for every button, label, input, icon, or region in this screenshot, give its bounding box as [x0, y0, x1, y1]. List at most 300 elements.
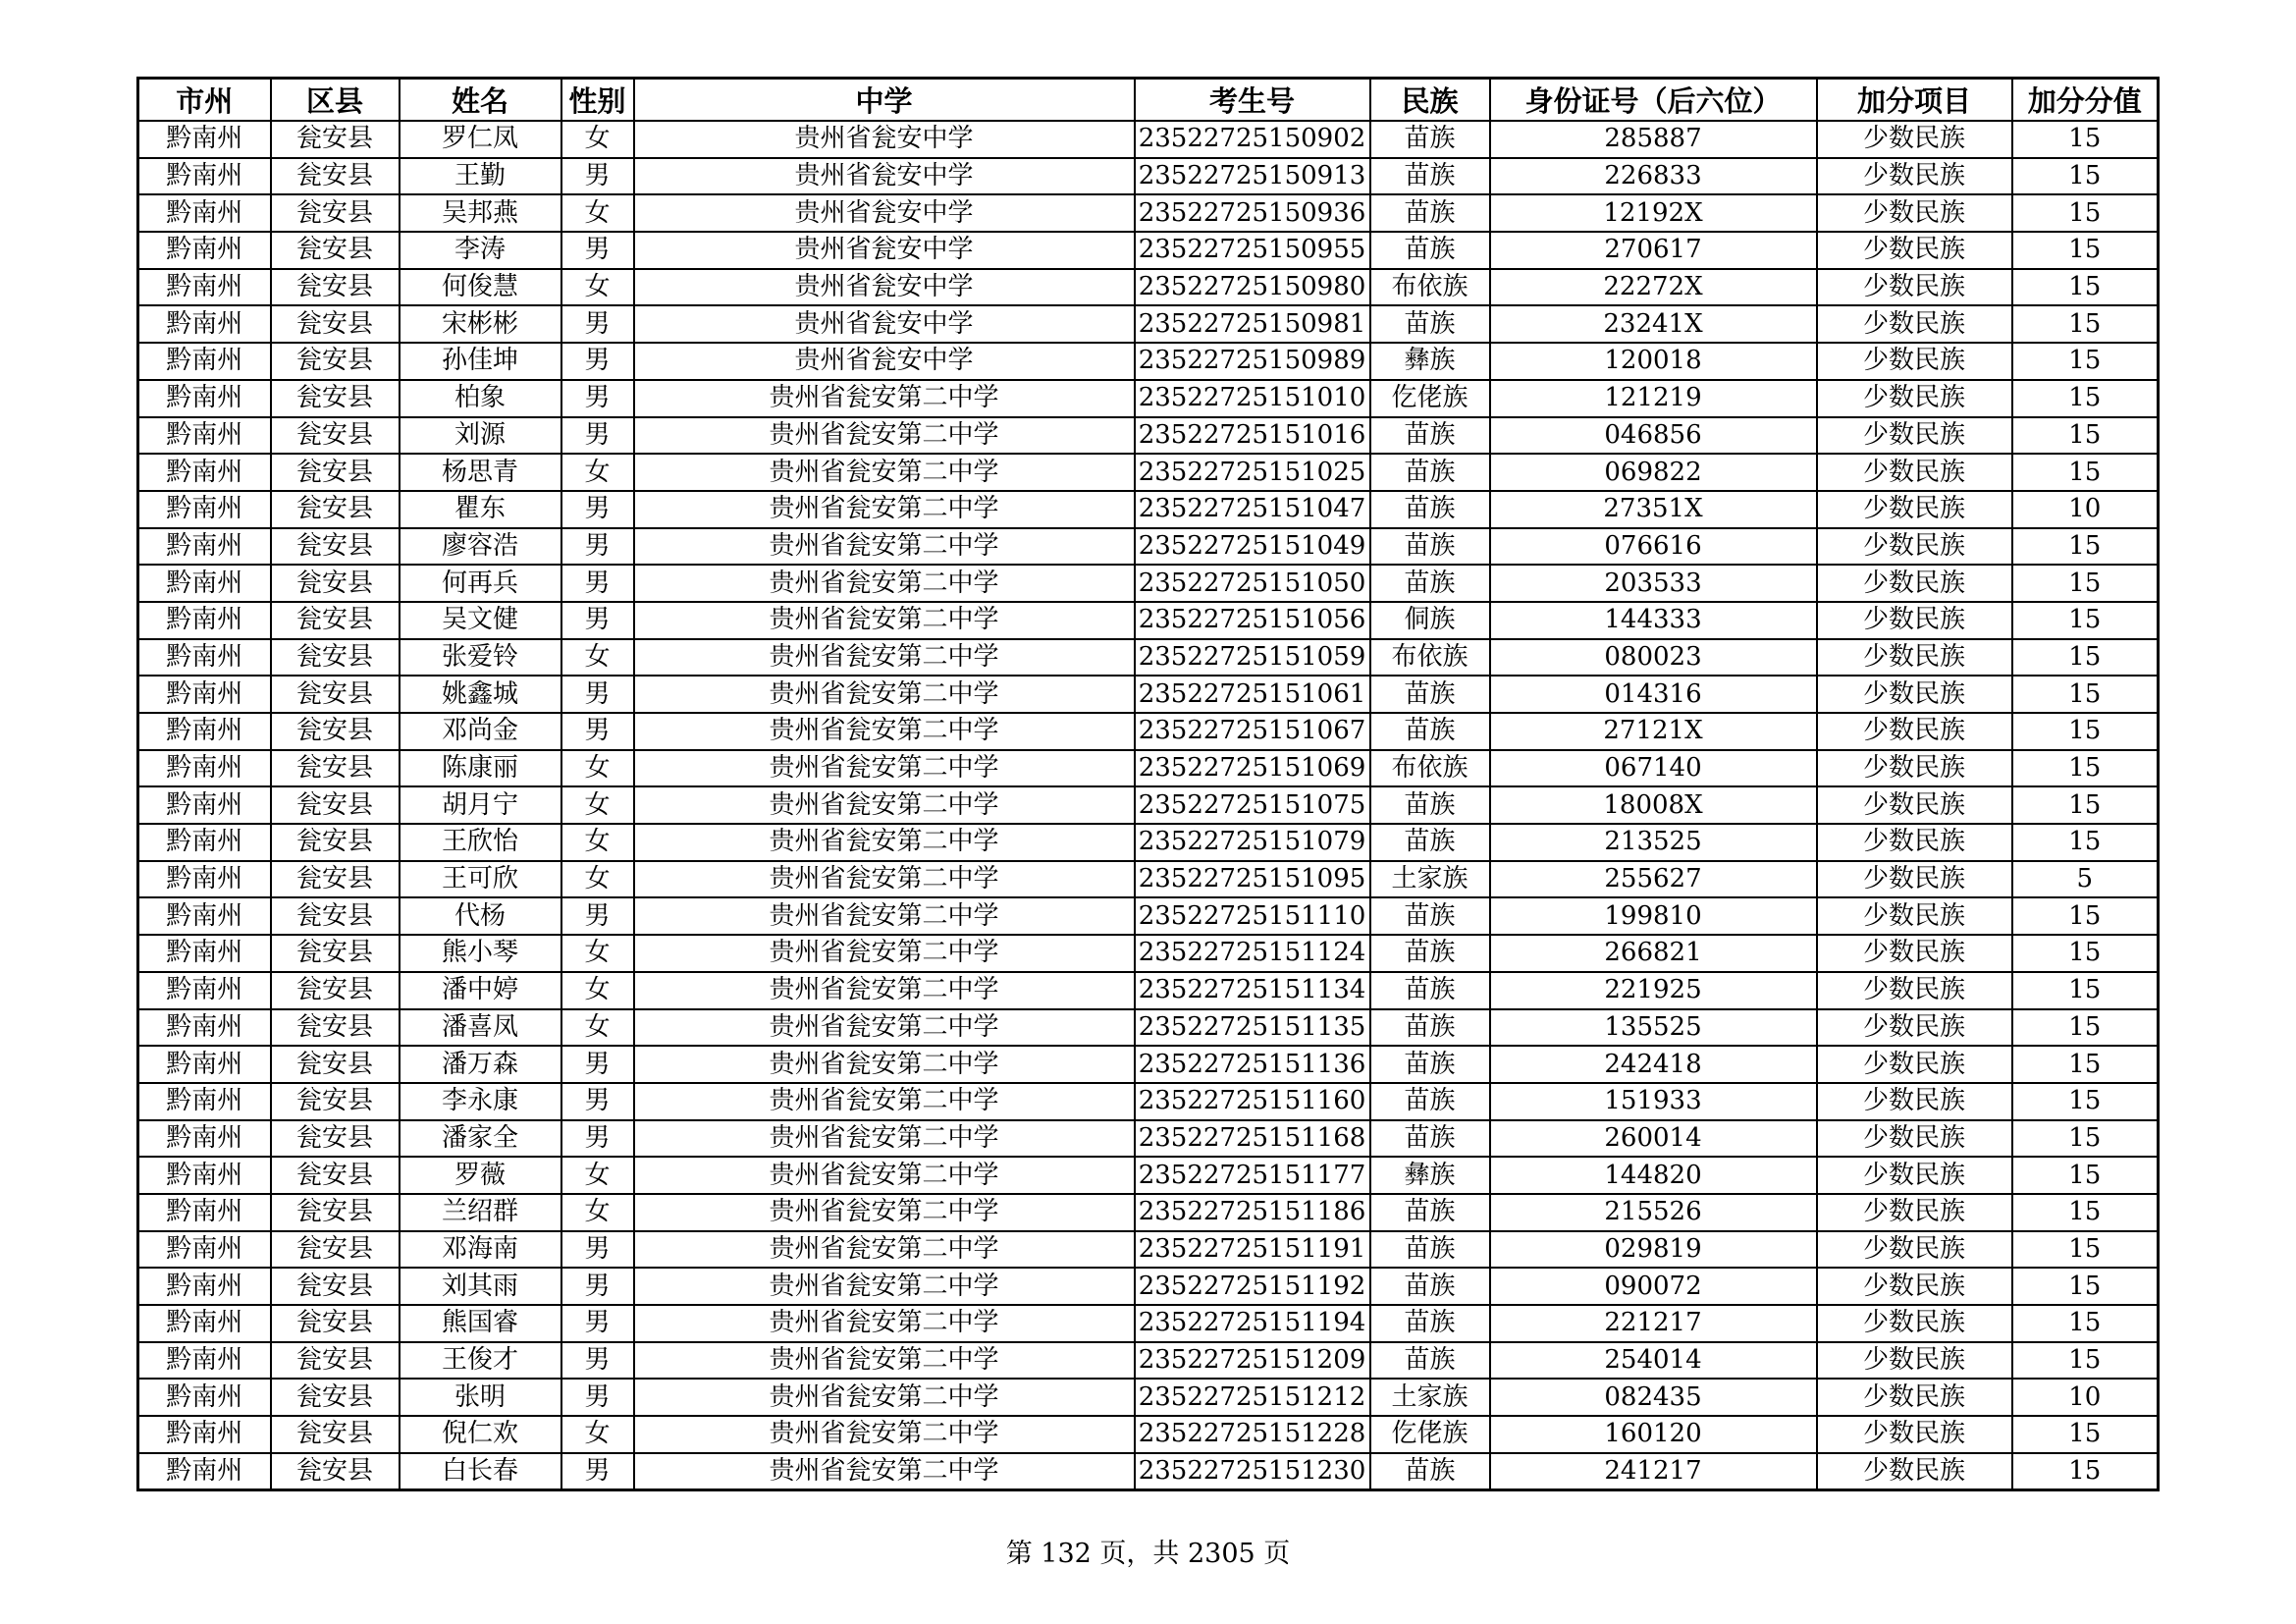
exam-number-cell: 23522725151135	[1135, 1009, 1370, 1047]
id-last-six-cell: 121219	[1490, 380, 1817, 417]
county-cell: 瓮安县	[271, 824, 400, 861]
ethnicity-cell: 苗族	[1370, 676, 1490, 713]
county-cell: 瓮安县	[271, 158, 400, 195]
ethnicity-cell: 苗族	[1370, 713, 1490, 750]
exam-number-cell: 23522725151192	[1135, 1268, 1370, 1305]
id-last-six-cell: 029819	[1490, 1231, 1817, 1269]
exam-number-cell: 23522725151160	[1135, 1083, 1370, 1120]
bonus-item-cell: 少数民族	[1817, 1194, 2012, 1231]
id-last-six-cell: 270617	[1490, 232, 1817, 269]
id-last-six-cell: 203533	[1490, 565, 1817, 602]
county-cell: 瓮安县	[271, 1231, 400, 1269]
exam-number-cell: 23522725151095	[1135, 861, 1370, 898]
city-cell: 黔南州	[138, 158, 271, 195]
city-cell: 黔南州	[138, 1120, 271, 1158]
table-row	[138, 528, 2159, 566]
bonus-item-cell: 少数民族	[1817, 935, 2012, 972]
gender-cell: 男	[561, 1453, 634, 1490]
name-cell: 柏象	[400, 380, 561, 417]
gender-cell: 女	[561, 824, 634, 861]
exam-number-cell: 23522725150981	[1135, 305, 1370, 343]
ethnicity-cell: 苗族	[1370, 935, 1490, 972]
bonus-item-cell: 少数民族	[1817, 1342, 2012, 1380]
name-cell: 何再兵	[400, 565, 561, 602]
county-cell: 瓮安县	[271, 1453, 400, 1490]
page-number-footer: 第 132 页，共 2305 页	[1005, 1539, 1291, 1569]
ethnicity-cell: 苗族	[1370, 1083, 1490, 1120]
school-cell: 贵州省瓮安第二中学	[634, 1083, 1135, 1120]
id-last-six-cell: 069822	[1490, 454, 1817, 491]
name-cell: 潘喜凤	[400, 1009, 561, 1047]
table-row	[138, 1305, 2159, 1342]
school-cell: 贵州省瓮安第二中学	[634, 639, 1135, 677]
gender-cell: 男	[561, 713, 634, 750]
ethnicity-cell: 苗族	[1370, 1046, 1490, 1083]
bonus-item-cell: 少数民族	[1817, 676, 2012, 713]
id-last-six-cell: 285887	[1490, 121, 1817, 158]
gender-cell: 男	[561, 1231, 634, 1269]
school-cell: 贵州省瓮安第二中学	[634, 602, 1135, 639]
name-cell: 熊国睿	[400, 1305, 561, 1342]
city-cell: 黔南州	[138, 491, 271, 528]
city-cell: 黔南州	[138, 305, 271, 343]
bonus-points-cell: 10	[2012, 1379, 2159, 1416]
gender-cell: 女	[561, 750, 634, 787]
bonus-points-table	[136, 77, 2160, 1491]
name-cell: 孙佳坤	[400, 343, 561, 380]
name-cell: 潘中婷	[400, 972, 561, 1009]
county-cell: 瓮安县	[271, 1305, 400, 1342]
bonus-points-cell: 15	[2012, 1416, 2159, 1453]
bonus-item-cell: 少数民族	[1817, 972, 2012, 1009]
table-header-row	[138, 79, 2159, 122]
county-cell: 瓮安县	[271, 1268, 400, 1305]
table-row	[138, 1416, 2159, 1453]
id-last-six-cell: 046856	[1490, 417, 1817, 455]
gender-cell: 男	[561, 1268, 634, 1305]
city-cell: 黔南州	[138, 897, 271, 935]
id-last-six-cell: 144820	[1490, 1157, 1817, 1194]
ethnicity-cell: 仡佬族	[1370, 380, 1490, 417]
ethnicity-cell: 苗族	[1370, 454, 1490, 491]
ethnicity-cell: 苗族	[1370, 194, 1490, 232]
id-last-six-cell: 014316	[1490, 676, 1817, 713]
bonus-points-cell: 15	[2012, 897, 2159, 935]
county-cell: 瓮安县	[271, 269, 400, 306]
city-cell: 黔南州	[138, 602, 271, 639]
county-cell: 瓮安县	[271, 305, 400, 343]
bonus-item-cell: 少数民族	[1817, 897, 2012, 935]
table-body	[138, 121, 2159, 1490]
gender-cell: 女	[561, 639, 634, 677]
city-cell: 黔南州	[138, 1268, 271, 1305]
ethnicity-cell: 苗族	[1370, 158, 1490, 195]
id-last-six-cell: 254014	[1490, 1342, 1817, 1380]
id-last-six-cell: 215526	[1490, 1194, 1817, 1231]
city-cell: 黔南州	[138, 972, 271, 1009]
name-cell: 刘源	[400, 417, 561, 455]
school-cell: 贵州省瓮安第二中学	[634, 786, 1135, 824]
gender-cell: 男	[561, 1342, 634, 1380]
table-row	[138, 639, 2159, 677]
city-cell: 黔南州	[138, 380, 271, 417]
exam-number-cell: 23522725151230	[1135, 1453, 1370, 1490]
bonus-points-cell: 15	[2012, 1083, 2159, 1120]
school-cell: 贵州省瓮安第二中学	[634, 861, 1135, 898]
exam-number-cell: 23522725151059	[1135, 639, 1370, 677]
id-last-six-cell: 226833	[1490, 158, 1817, 195]
county-cell: 瓮安县	[271, 676, 400, 713]
name-cell: 罗薇	[400, 1157, 561, 1194]
exam-number-cell: 23522725150989	[1135, 343, 1370, 380]
school-cell: 贵州省瓮安第二中学	[634, 1342, 1135, 1380]
ethnicity-cell: 苗族	[1370, 786, 1490, 824]
ethnicity-cell: 苗族	[1370, 491, 1490, 528]
table-row	[138, 1231, 2159, 1269]
id-last-six-cell: 082435	[1490, 1379, 1817, 1416]
city-cell: 黔南州	[138, 232, 271, 269]
table-row	[138, 121, 2159, 158]
ethnicity-cell: 土家族	[1370, 1379, 1490, 1416]
table-row	[138, 713, 2159, 750]
name-cell: 宋彬彬	[400, 305, 561, 343]
county-cell: 瓮安县	[271, 602, 400, 639]
school-cell: 贵州省瓮安第二中学	[634, 1157, 1135, 1194]
gender-cell: 女	[561, 269, 634, 306]
school-cell: 贵州省瓮安第二中学	[634, 1194, 1135, 1231]
city-cell: 黔南州	[138, 121, 271, 158]
bonus-points-cell: 15	[2012, 1046, 2159, 1083]
city-cell: 黔南州	[138, 639, 271, 677]
exam-number-cell: 23522725151050	[1135, 565, 1370, 602]
gender-cell: 男	[561, 565, 634, 602]
table-row	[138, 491, 2159, 528]
header-id-last-six: 身份证号（后六位）	[1490, 79, 1817, 122]
city-cell: 黔南州	[138, 824, 271, 861]
exam-number-cell: 23522725150913	[1135, 158, 1370, 195]
table-row	[138, 1194, 2159, 1231]
name-cell: 王勤	[400, 158, 561, 195]
exam-number-cell: 23522725151075	[1135, 786, 1370, 824]
bonus-item-cell: 少数民族	[1817, 305, 2012, 343]
city-cell: 黔南州	[138, 1231, 271, 1269]
id-last-six-cell: 120018	[1490, 343, 1817, 380]
name-cell: 邓尚金	[400, 713, 561, 750]
gender-cell: 女	[561, 1194, 634, 1231]
ethnicity-cell: 彝族	[1370, 1157, 1490, 1194]
gender-cell: 男	[561, 1046, 634, 1083]
table-row	[138, 417, 2159, 455]
bonus-item-cell: 少数民族	[1817, 639, 2012, 677]
gender-cell: 女	[561, 194, 634, 232]
school-cell: 贵州省瓮安第二中学	[634, 1379, 1135, 1416]
gender-cell: 男	[561, 305, 634, 343]
table-row	[138, 565, 2159, 602]
id-last-six-cell: 090072	[1490, 1268, 1817, 1305]
bonus-points-cell: 5	[2012, 861, 2159, 898]
gender-cell: 女	[561, 1416, 634, 1453]
bonus-item-cell: 少数民族	[1817, 1046, 2012, 1083]
id-last-six-cell: 144333	[1490, 602, 1817, 639]
bonus-points-cell: 15	[2012, 305, 2159, 343]
bonus-points-cell: 15	[2012, 1342, 2159, 1380]
school-cell: 贵州省瓮安第二中学	[634, 972, 1135, 1009]
school-cell: 贵州省瓮安第二中学	[634, 1453, 1135, 1490]
county-cell: 瓮安县	[271, 528, 400, 566]
name-cell: 倪仁欢	[400, 1416, 561, 1453]
table-row	[138, 1120, 2159, 1158]
bonus-points-cell: 15	[2012, 1009, 2159, 1047]
name-cell: 刘其雨	[400, 1268, 561, 1305]
school-cell: 贵州省瓮安第二中学	[634, 454, 1135, 491]
bonus-points-cell: 10	[2012, 491, 2159, 528]
county-cell: 瓮安县	[271, 1083, 400, 1120]
school-cell: 贵州省瓮安中学	[634, 269, 1135, 306]
table-row	[138, 232, 2159, 269]
gender-cell: 女	[561, 121, 634, 158]
name-cell: 邓海南	[400, 1231, 561, 1269]
gender-cell: 女	[561, 935, 634, 972]
county-cell: 瓮安县	[271, 786, 400, 824]
name-cell: 王俊才	[400, 1342, 561, 1380]
table-row	[138, 269, 2159, 306]
ethnicity-cell: 土家族	[1370, 861, 1490, 898]
bonus-item-cell: 少数民族	[1817, 1157, 2012, 1194]
bonus-item-cell: 少数民族	[1817, 1305, 2012, 1342]
bonus-points-cell: 15	[2012, 713, 2159, 750]
exam-number-cell: 23522725150936	[1135, 194, 1370, 232]
exam-number-cell: 23522725150980	[1135, 269, 1370, 306]
school-cell: 贵州省瓮安中学	[634, 232, 1135, 269]
name-cell: 潘万森	[400, 1046, 561, 1083]
bonus-item-cell: 少数民族	[1817, 1416, 2012, 1453]
bonus-points-cell: 15	[2012, 1194, 2159, 1231]
ethnicity-cell: 苗族	[1370, 897, 1490, 935]
bonus-points-cell: 15	[2012, 1453, 2159, 1490]
id-last-six-cell: 135525	[1490, 1009, 1817, 1047]
exam-number-cell: 23522725151025	[1135, 454, 1370, 491]
bonus-item-cell: 少数民族	[1817, 343, 2012, 380]
school-cell: 贵州省瓮安第二中学	[634, 1120, 1135, 1158]
header-gender: 性别	[561, 79, 634, 122]
bonus-points-cell: 15	[2012, 676, 2159, 713]
table-row	[138, 676, 2159, 713]
city-cell: 黔南州	[138, 1453, 271, 1490]
table-row	[138, 1046, 2159, 1083]
bonus-item-cell: 少数民族	[1817, 861, 2012, 898]
city-cell: 黔南州	[138, 713, 271, 750]
county-cell: 瓮安县	[271, 121, 400, 158]
name-cell: 王欣怡	[400, 824, 561, 861]
table-row	[138, 1342, 2159, 1380]
ethnicity-cell: 苗族	[1370, 121, 1490, 158]
city-cell: 黔南州	[138, 1194, 271, 1231]
exam-number-cell: 23522725151069	[1135, 750, 1370, 787]
id-last-six-cell: 076616	[1490, 528, 1817, 566]
header-bonus-points: 加分分值	[2012, 79, 2159, 122]
bonus-item-cell: 少数民族	[1817, 380, 2012, 417]
bonus-item-cell: 少数民族	[1817, 454, 2012, 491]
ethnicity-cell: 侗族	[1370, 602, 1490, 639]
bonus-item-cell: 少数民族	[1817, 1083, 2012, 1120]
school-cell: 贵州省瓮安第二中学	[634, 897, 1135, 935]
county-cell: 瓮安县	[271, 1379, 400, 1416]
county-cell: 瓮安县	[271, 491, 400, 528]
county-cell: 瓮安县	[271, 1120, 400, 1158]
ethnicity-cell: 苗族	[1370, 1453, 1490, 1490]
name-cell: 潘家全	[400, 1120, 561, 1158]
table-row	[138, 1268, 2159, 1305]
gender-cell: 男	[561, 158, 634, 195]
ethnicity-cell: 苗族	[1370, 1120, 1490, 1158]
bonus-points-cell: 15	[2012, 121, 2159, 158]
city-cell: 黔南州	[138, 1009, 271, 1047]
name-cell: 陈康丽	[400, 750, 561, 787]
county-cell: 瓮安县	[271, 565, 400, 602]
city-cell: 黔南州	[138, 1046, 271, 1083]
header-name: 姓名	[400, 79, 561, 122]
header-school: 中学	[634, 79, 1135, 122]
bonus-item-cell: 少数民族	[1817, 1453, 2012, 1490]
ethnicity-cell: 苗族	[1370, 232, 1490, 269]
bonus-item-cell: 少数民族	[1817, 269, 2012, 306]
ethnicity-cell: 布依族	[1370, 750, 1490, 787]
school-cell: 贵州省瓮安中学	[634, 343, 1135, 380]
bonus-item-cell: 少数民族	[1817, 528, 2012, 566]
ethnicity-cell: 苗族	[1370, 1342, 1490, 1380]
bonus-item-cell: 少数民族	[1817, 194, 2012, 232]
city-cell: 黔南州	[138, 269, 271, 306]
ethnicity-cell: 苗族	[1370, 417, 1490, 455]
table-row	[138, 194, 2159, 232]
name-cell: 胡月宁	[400, 786, 561, 824]
id-last-six-cell: 242418	[1490, 1046, 1817, 1083]
name-cell: 代杨	[400, 897, 561, 935]
exam-number-cell: 23522725151110	[1135, 897, 1370, 935]
id-last-six-cell: 080023	[1490, 639, 1817, 677]
exam-number-cell: 23522725151168	[1135, 1120, 1370, 1158]
exam-number-cell: 23522725151067	[1135, 713, 1370, 750]
ethnicity-cell: 苗族	[1370, 1231, 1490, 1269]
city-cell: 黔南州	[138, 861, 271, 898]
county-cell: 瓮安县	[271, 897, 400, 935]
school-cell: 贵州省瓮安中学	[634, 158, 1135, 195]
table-row	[138, 824, 2159, 861]
bonus-points-cell: 15	[2012, 972, 2159, 1009]
bonus-item-cell: 少数民族	[1817, 602, 2012, 639]
gender-cell: 女	[561, 454, 634, 491]
exam-number-cell: 23522725151016	[1135, 417, 1370, 455]
school-cell: 贵州省瓮安第二中学	[634, 824, 1135, 861]
city-cell: 黔南州	[138, 1342, 271, 1380]
city-cell: 黔南州	[138, 528, 271, 566]
id-last-six-cell: 221217	[1490, 1305, 1817, 1342]
exam-number-cell: 23522725151186	[1135, 1194, 1370, 1231]
table-row	[138, 602, 2159, 639]
county-cell: 瓮安县	[271, 935, 400, 972]
bonus-item-cell: 少数民族	[1817, 1009, 2012, 1047]
id-last-six-cell: 266821	[1490, 935, 1817, 972]
city-cell: 黔南州	[138, 786, 271, 824]
gender-cell: 女	[561, 1009, 634, 1047]
bonus-points-cell: 15	[2012, 232, 2159, 269]
table-row	[138, 786, 2159, 824]
school-cell: 贵州省瓮安第二中学	[634, 1231, 1135, 1269]
name-cell: 杨思青	[400, 454, 561, 491]
school-cell: 贵州省瓮安第二中学	[634, 713, 1135, 750]
ethnicity-cell: 布依族	[1370, 639, 1490, 677]
name-cell: 吴文健	[400, 602, 561, 639]
gender-cell: 男	[561, 1379, 634, 1416]
id-last-six-cell: 260014	[1490, 1120, 1817, 1158]
table-row	[138, 305, 2159, 343]
table-row	[138, 343, 2159, 380]
gender-cell: 男	[561, 417, 634, 455]
name-cell: 王可欣	[400, 861, 561, 898]
gender-cell: 男	[561, 1305, 634, 1342]
city-cell: 黔南州	[138, 750, 271, 787]
school-cell: 贵州省瓮安第二中学	[634, 750, 1135, 787]
city-cell: 黔南州	[138, 454, 271, 491]
table-row	[138, 454, 2159, 491]
exam-number-cell: 23522725151194	[1135, 1305, 1370, 1342]
bonus-points-cell: 15	[2012, 602, 2159, 639]
city-cell: 黔南州	[138, 1379, 271, 1416]
bonus-points-cell: 15	[2012, 935, 2159, 972]
exam-number-cell: 23522725151177	[1135, 1157, 1370, 1194]
bonus-item-cell: 少数民族	[1817, 824, 2012, 861]
ethnicity-cell: 苗族	[1370, 1194, 1490, 1231]
bonus-item-cell: 少数民族	[1817, 565, 2012, 602]
id-last-six-cell: 151933	[1490, 1083, 1817, 1120]
gender-cell: 男	[561, 232, 634, 269]
name-cell: 兰绍群	[400, 1194, 561, 1231]
school-cell: 贵州省瓮安第二中学	[634, 1416, 1135, 1453]
id-last-six-cell: 27121X	[1490, 713, 1817, 750]
school-cell: 贵州省瓮安第二中学	[634, 935, 1135, 972]
header-bonus-item: 加分项目	[1817, 79, 2012, 122]
id-last-six-cell: 22272X	[1490, 269, 1817, 306]
gender-cell: 男	[561, 1120, 634, 1158]
table-row	[138, 1453, 2159, 1490]
gender-cell: 男	[561, 1083, 634, 1120]
city-cell: 黔南州	[138, 935, 271, 972]
school-cell: 贵州省瓮安第二中学	[634, 1268, 1135, 1305]
bonus-points-cell: 15	[2012, 1157, 2159, 1194]
bonus-points-cell: 15	[2012, 565, 2159, 602]
county-cell: 瓮安县	[271, 861, 400, 898]
bonus-points-cell: 15	[2012, 454, 2159, 491]
bonus-item-cell: 少数民族	[1817, 786, 2012, 824]
bonus-points-cell: 15	[2012, 824, 2159, 861]
name-cell: 廖容浩	[400, 528, 561, 566]
city-cell: 黔南州	[138, 194, 271, 232]
exam-number-cell: 23522725151049	[1135, 528, 1370, 566]
ethnicity-cell: 苗族	[1370, 1268, 1490, 1305]
county-cell: 瓮安县	[271, 454, 400, 491]
id-last-six-cell: 067140	[1490, 750, 1817, 787]
gender-cell: 女	[561, 786, 634, 824]
ethnicity-cell: 苗族	[1370, 972, 1490, 1009]
exam-number-cell: 23522725151047	[1135, 491, 1370, 528]
county-cell: 瓮安县	[271, 232, 400, 269]
school-cell: 贵州省瓮安第二中学	[634, 1046, 1135, 1083]
table-row	[138, 1009, 2159, 1047]
ethnicity-cell: 苗族	[1370, 1305, 1490, 1342]
header-exam-number: 考生号	[1135, 79, 1370, 122]
county-cell: 瓮安县	[271, 1416, 400, 1453]
city-cell: 黔南州	[138, 676, 271, 713]
